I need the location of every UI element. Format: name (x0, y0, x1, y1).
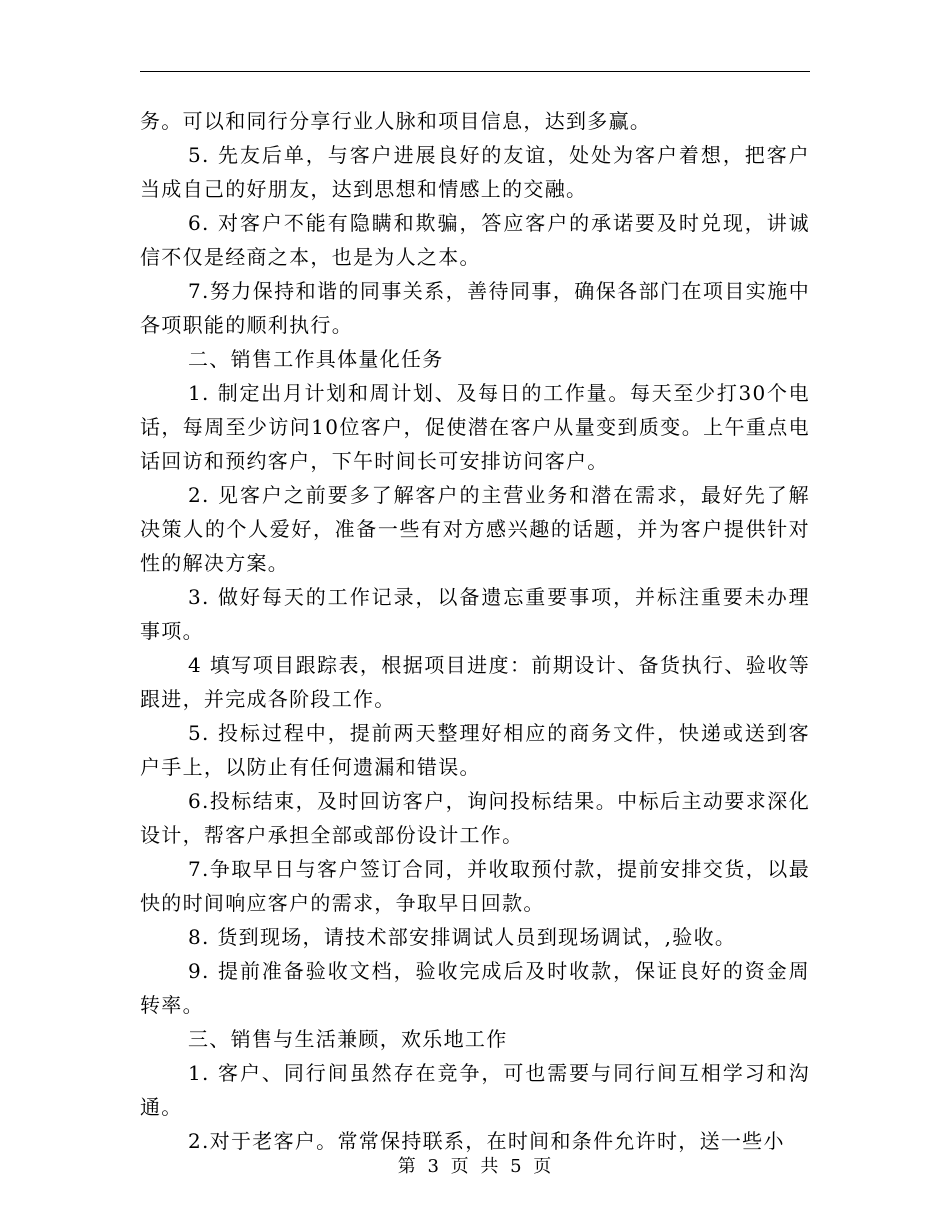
page-footer: 第 3 页 共 5 页 (397, 1156, 553, 1177)
document-body (140, 104, 810, 1158)
paragraph: 9. 提前准备验收文档，验收完成后及时收款，保证良好的资金周转率。 (140, 959, 810, 1017)
paragraph: 3. 做好每天的工作记录，以备遗忘重要事项，并标注重要未办理事项。 (140, 585, 810, 643)
paragraph: 8. 货到现场，请技术部安排调试人员到现场调试，,验收。 (188, 925, 737, 949)
paragraph: 5. 先友后单，与客户进展良好的友谊，处处为客户着想，把客户当成自己的好朋友，达到思想和情感上的交融。 (140, 143, 810, 201)
paragraph: 1. 制定出月计划和周计划、及每日的工作量。每天至少打30个电话，每周至少访问10位客户，促使潜在客户从量变到质变。上午重点电话回访和预约客户，下午时间长可安排访问客户。 (140, 381, 810, 473)
paragraph: 7.努力保持和谐的同事关系，善待同事，确保各部门在项目实施中各项职能的顺利执行。 (140, 279, 810, 337)
section-heading: 二、销售工作具体量化任务 (188, 347, 444, 371)
paragraph: 务。可以和同行分享行业人脉和项目信息，达到多赢。 (140, 109, 652, 133)
paragraph: 2.对于老客户。常常保持联系，在时间和条件允许时，送一些小 (188, 1129, 785, 1153)
paragraph: 6. 对客户不能有隐瞒和欺骗，答应客户的承诺要及时兑现，讲诚信不仅是经商之本，也是为人之本。 (140, 211, 810, 269)
paragraph: 4 填写项目跟踪表，根据项目进度：前期设计、备货执行、验收等跟进，并完成各阶段工作。 (140, 653, 810, 711)
paragraph: 5. 投标过程中，提前两天整理好相应的商务文件，快递或送到客户手上，以防止有任何遗漏和错误。 (140, 721, 810, 779)
paragraph: 2. 见客户之前要多了解客户的主营业务和潜在需求，最好先了解决策人的个人爱好，准备一些有对方感兴趣的话题，并为客户提供针对性的解决方案。 (140, 483, 810, 575)
header-rule (140, 71, 810, 72)
section-heading: 三、销售与生活兼顾，欢乐地工作 (188, 1027, 508, 1051)
paragraph: 7.争取早日与客户签订合同，并收取预付款，提前安排交货，以最快的时间响应客户的需求，争取早日回款。 (140, 857, 810, 915)
paragraph: 6.投标结束，及时回访客户，询问投标结果。中标后主动要求深化设计，帮客户承担全部或部份设计工作。 (140, 789, 810, 847)
paragraph: 1. 客户、同行间虽然存在竞争，可也需要与同行间互相学习和沟通。 (140, 1061, 810, 1119)
